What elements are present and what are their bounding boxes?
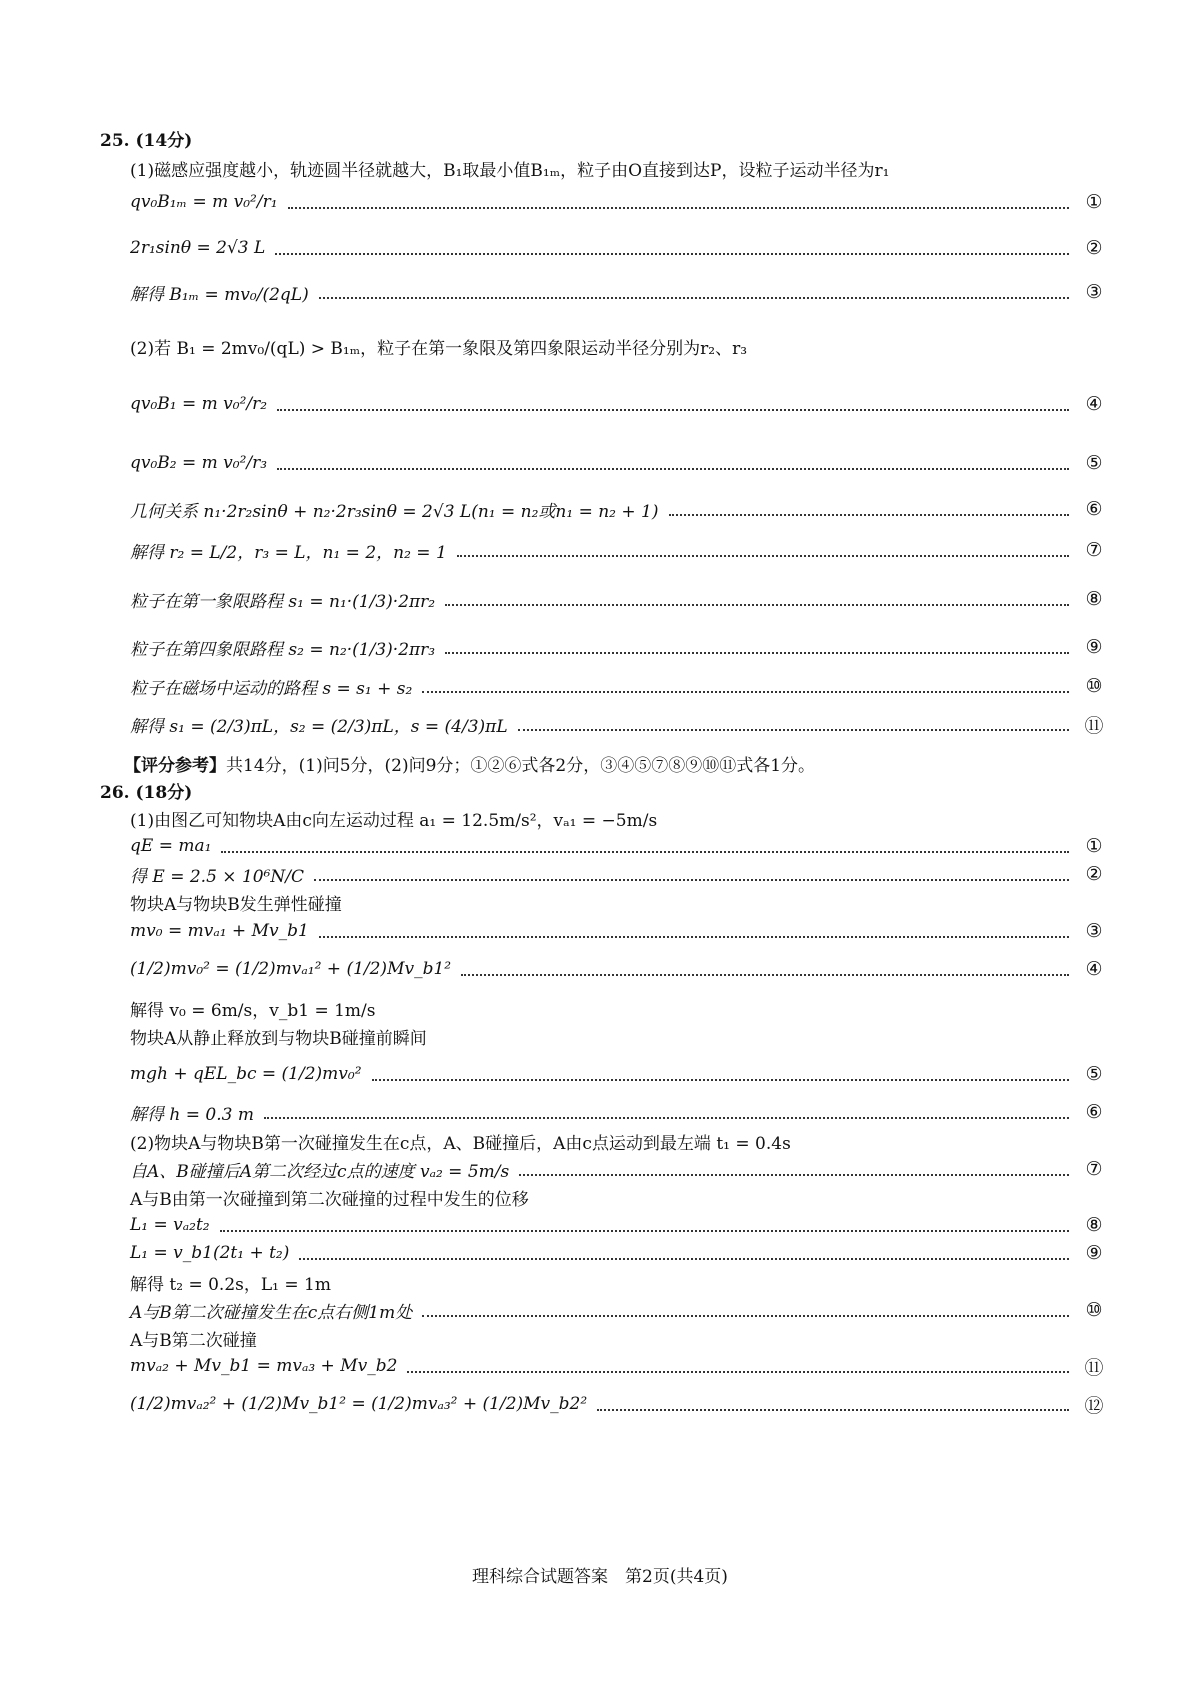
q26-line-4 bbox=[130, 949, 1105, 989]
q25-scoring-note bbox=[124, 743, 815, 783]
equation: (1/2)mv₀² = (1/2)mvₐ₁² + (1/2)Mv_b1² bbox=[130, 959, 452, 979]
equation: L₁ = v_b1(2t₁ + t₂) bbox=[130, 1243, 290, 1263]
dot-leader bbox=[461, 974, 1069, 976]
dot-leader bbox=[519, 1174, 1069, 1176]
page-footer: 理科综合试题答案 第2页(共4页) bbox=[472, 1567, 728, 1587]
q26-header: 26. (18分) bbox=[100, 782, 193, 803]
q25-line-6 bbox=[130, 489, 1105, 529]
equation: 得 E = 2.5 × 10⁶N/C bbox=[130, 866, 305, 887]
equation: 解得 r₂ = L/2，r₃ = L，n₁ = 2，n₂ = 1 bbox=[130, 542, 447, 563]
q25-line-1 bbox=[130, 182, 1105, 222]
q26-intro: (1)由图乙可知物块A由c向左运动过程 a₁ = 12.5m/s²，vₐ₁ = −5m/s bbox=[130, 810, 658, 831]
equation-number: ⑥ bbox=[1085, 498, 1103, 520]
equation: 2r₁sinθ = 2√3 L bbox=[130, 238, 266, 258]
dot-leader bbox=[445, 604, 1069, 606]
q25-line-11 bbox=[130, 704, 1105, 744]
equation: 粒子在第一象限路程 s₁ = n₁·(1/3)·2πr₂ bbox=[130, 591, 436, 612]
equation: 粒子在第四象限路程 s₂ = n₂·(1/3)·2πr₃ bbox=[130, 639, 436, 660]
q26-line-12 bbox=[130, 1384, 1105, 1424]
q26-text-4: (2)物块A与物块B第一次碰撞发生在c点，A、B碰撞后，A由c点运动到最左端 t₁ = 0.4s bbox=[130, 1133, 791, 1154]
dot-leader bbox=[445, 652, 1069, 654]
scoring-label: 【评分参考】 bbox=[124, 755, 226, 776]
dot-leader bbox=[422, 1315, 1069, 1317]
equation: 自A、B碰撞后A第二次经过c点的速度 vₐ₂ = 5m/s bbox=[130, 1161, 510, 1182]
equation-number: ⑪ bbox=[1084, 714, 1104, 737]
q26-line-3 bbox=[130, 911, 1105, 951]
equation-number: ⑨ bbox=[1085, 636, 1103, 658]
equation-number: ① bbox=[1085, 835, 1103, 857]
q25-line-8 bbox=[130, 579, 1105, 619]
q26-line-10 bbox=[130, 1290, 1105, 1330]
equation-number: ⑪ bbox=[1084, 1356, 1104, 1379]
equation-number: ⑥ bbox=[1085, 1101, 1103, 1123]
equation: mv₀ = mvₐ₁ + Mv_b1 bbox=[130, 921, 309, 941]
q26-text-3: 物块A从静止释放到与物块B碰撞前瞬间 bbox=[130, 1028, 427, 1049]
equation: qv₀B₁ₘ = m v₀²/r₁ bbox=[130, 192, 278, 212]
equation: qv₀B₂ = m v₀²/r₃ bbox=[130, 453, 268, 473]
dot-leader bbox=[275, 253, 1069, 255]
equation-number: ④ bbox=[1085, 393, 1103, 415]
equation-number: ② bbox=[1085, 863, 1103, 885]
q25-intro: (1)磁感应强度越小，轨迹圆半径就越大，B₁取最小值B₁ₘ，粒子由O直接到达P，设粒子运动半径为r₁ bbox=[130, 160, 890, 181]
dot-leader bbox=[669, 514, 1070, 516]
dot-leader bbox=[457, 555, 1069, 557]
equation-number: ③ bbox=[1085, 281, 1103, 303]
equation: 几何关系 n₁·2r₂sinθ + n₂·2r₃sinθ = 2√3 L(n₁ = n₂或n₁ = n₂ + 1) bbox=[130, 501, 659, 522]
equation: 解得 s₁ = (2/3)πL，s₂ = (2/3)πL，s = (4/3)πL bbox=[130, 716, 508, 737]
dot-leader bbox=[277, 468, 1069, 470]
dot-leader bbox=[221, 851, 1069, 853]
equation: qE = ma₁ bbox=[130, 836, 212, 856]
q25-line-9 bbox=[130, 627, 1105, 667]
q25-line-4 bbox=[130, 384, 1105, 424]
dot-leader bbox=[314, 879, 1069, 881]
dot-leader bbox=[299, 1258, 1069, 1260]
dot-leader bbox=[372, 1079, 1069, 1081]
equation: 解得 B₁ₘ = mv₀/(2qL) bbox=[130, 284, 309, 305]
q26-text-2: 解得 v₀ = 6m/s，v_b1 = 1m/s bbox=[130, 1000, 376, 1021]
dot-leader bbox=[264, 1117, 1069, 1119]
q25-header: 25. (14分) bbox=[100, 130, 193, 151]
scoring-text: 共14分，(1)问5分，(2)问9分；①②⑥式各2分，③④⑤⑦⑧⑨⑩⑪式各1分。 bbox=[226, 755, 816, 776]
q25-line-2 bbox=[130, 228, 1105, 268]
equation-number: ⑫ bbox=[1084, 1394, 1104, 1417]
equation-number: ⑩ bbox=[1085, 1299, 1103, 1321]
equation-number: ① bbox=[1085, 191, 1103, 213]
q26-line-11 bbox=[130, 1346, 1105, 1386]
equation: 粒子在磁场中运动的路程 s = s₁ + s₂ bbox=[130, 678, 413, 699]
dot-leader bbox=[277, 409, 1069, 411]
equation: 解得 h = 0.3 m bbox=[130, 1104, 254, 1125]
q26-text-1: 物块A与物块B发生弹性碰撞 bbox=[130, 894, 342, 915]
q25-line-3 bbox=[130, 272, 1105, 312]
q26-text-7: A与B第二次碰撞 bbox=[130, 1330, 257, 1351]
dot-leader bbox=[597, 1409, 1069, 1411]
equation: mgh + qEL_bc = (1/2)mv₀² bbox=[130, 1064, 362, 1084]
q26-line-5 bbox=[130, 1054, 1105, 1094]
equation-number: ② bbox=[1085, 237, 1103, 259]
dot-leader bbox=[319, 297, 1069, 299]
equation: (1/2)mvₐ₂² + (1/2)Mv_b1² = (1/2)mvₐ₃² + (1/2)Mv_b2² bbox=[130, 1394, 588, 1414]
q25-part2: (2)若 B₁ = 2mv₀/(qL) > B₁ₘ，粒子在第一象限及第四象限运动半径分别为r₂、r₃ bbox=[130, 338, 748, 359]
dot-leader bbox=[422, 691, 1069, 693]
equation-number: ⑩ bbox=[1085, 675, 1103, 697]
equation-number: ③ bbox=[1085, 920, 1103, 942]
equation-number: ⑦ bbox=[1085, 1158, 1103, 1180]
equation-number: ⑤ bbox=[1085, 452, 1103, 474]
equation: A与B第二次碰撞发生在c点右侧1m处 bbox=[130, 1302, 413, 1323]
q25-line-5 bbox=[130, 443, 1105, 483]
equation-number: ④ bbox=[1085, 958, 1103, 980]
equation-number: ⑨ bbox=[1085, 1242, 1103, 1264]
q26-text-5: A与B由第一次碰撞到第二次碰撞的过程中发生的位移 bbox=[130, 1189, 529, 1210]
equation-number: ⑧ bbox=[1085, 1214, 1103, 1236]
equation: L₁ = vₐ₂t₂ bbox=[130, 1215, 210, 1235]
dot-leader bbox=[518, 729, 1069, 731]
equation-number: ⑦ bbox=[1085, 539, 1103, 561]
equation-number: ⑧ bbox=[1085, 588, 1103, 610]
equation-number: ⑤ bbox=[1085, 1063, 1103, 1085]
dot-leader bbox=[319, 936, 1069, 938]
equation: mvₐ₂ + Mv_b1 = mvₐ₃ + Mv_b2 bbox=[130, 1356, 398, 1376]
dot-leader bbox=[288, 207, 1069, 209]
q26-text-6: 解得 t₂ = 0.2s，L₁ = 1m bbox=[130, 1274, 331, 1295]
dot-leader bbox=[407, 1371, 1069, 1373]
dot-leader bbox=[220, 1230, 1069, 1232]
q25-line-7 bbox=[130, 530, 1105, 570]
equation: qv₀B₁ = m v₀²/r₂ bbox=[130, 394, 268, 414]
q25-line-10 bbox=[130, 666, 1105, 706]
